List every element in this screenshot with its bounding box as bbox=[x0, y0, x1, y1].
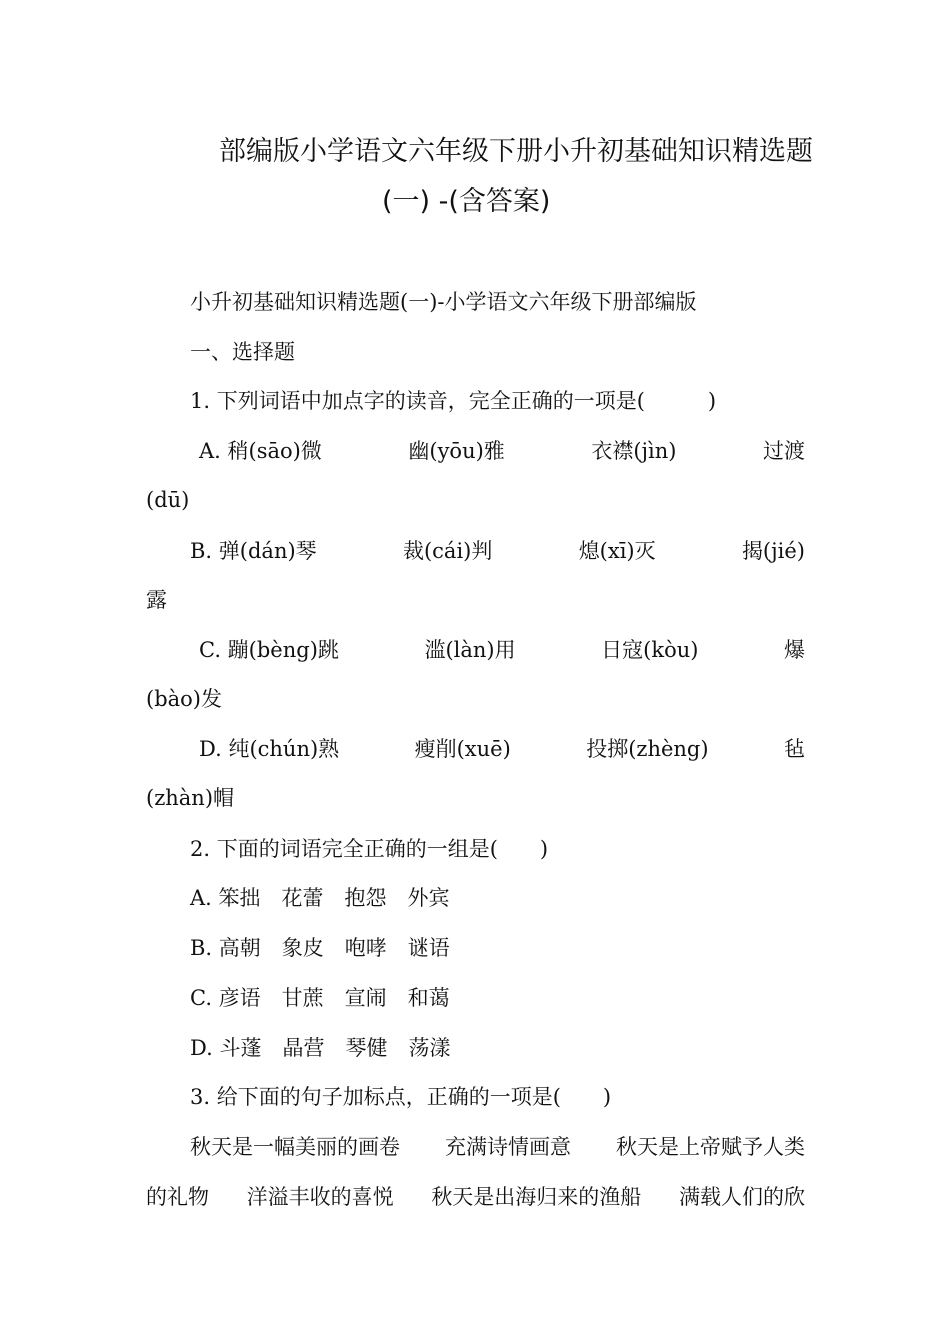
passage-segment: 秋天是上帝赋予人类 bbox=[616, 1135, 805, 1159]
option-b-item: 熄(xī)灭 bbox=[578, 539, 656, 563]
passage-segment: 秋天是一幅美丽的画卷 bbox=[190, 1135, 400, 1159]
option-b-item: 裁(cái)判 bbox=[402, 539, 493, 563]
option-c-item: 爆 bbox=[783, 638, 805, 662]
passage-segment: 的礼物 bbox=[146, 1185, 209, 1209]
question-3-stem: 3. 给下面的句子加标点，正确的一项是( ) bbox=[190, 1085, 612, 1109]
passage-segment: 满载人们的欣 bbox=[678, 1185, 805, 1209]
question-2-stem: 2. 下面的词语完全正确的一组是( ) bbox=[190, 837, 549, 861]
question-2-option-d: D. 斗蓬 晶营 琴健 荡漾 bbox=[190, 1036, 451, 1060]
question-1-stem: 1. 下列词语中加点字的读音，完全正确的一项是( ) bbox=[190, 389, 717, 413]
question-1-option-d bbox=[199, 734, 805, 764]
document-title-line-2: (一) -(含答案) bbox=[382, 186, 551, 217]
question-2-option-b: B. 高朝 象皮 咆哮 谜语 bbox=[190, 936, 450, 960]
option-d-item: 瘦削(xuē) bbox=[414, 737, 511, 761]
question-1-option-a bbox=[199, 436, 805, 466]
option-d-item: 毡 bbox=[784, 737, 805, 761]
option-d-item: 投掷(zhèng) bbox=[586, 737, 709, 761]
option-b-item: B. 弹(dán)琴 bbox=[190, 539, 317, 563]
passage-segment: 秋天是出海归来的渔船 bbox=[431, 1185, 642, 1209]
question-1-option-c bbox=[199, 635, 805, 665]
option-d-item: D. 纯(chún)熟 bbox=[199, 737, 340, 761]
option-a-item: A. 稍(sāo)微 bbox=[199, 439, 322, 463]
option-b-item: 揭(jié) bbox=[741, 539, 805, 563]
option-c-item: 滥(làn)用 bbox=[424, 638, 516, 662]
option-a-item: 过渡 bbox=[763, 439, 805, 463]
question-1-option-b-wrap: 露 bbox=[146, 588, 167, 612]
question-1-option-c-wrap: (bào)发 bbox=[146, 687, 222, 711]
section-heading-choice: 一、选择题 bbox=[190, 340, 295, 364]
document-title-line-1: 部编版小学语文六年级下册小升初基础知识精选题 bbox=[219, 136, 813, 167]
option-a-item: 幽(yōu)雅 bbox=[408, 439, 505, 463]
passage-segment: 洋溢丰收的喜悦 bbox=[246, 1185, 394, 1209]
question-1-option-d-wrap: (zhàn)帽 bbox=[146, 786, 235, 810]
option-c-item: C. 蹦(bèng)跳 bbox=[199, 638, 339, 662]
passage-segment: 充满诗情画意 bbox=[445, 1135, 571, 1159]
question-1-option-b bbox=[190, 536, 805, 566]
question-3-passage-line-1 bbox=[190, 1132, 805, 1162]
question-3-passage-line-2 bbox=[146, 1182, 805, 1212]
option-c-item: 日寇(kòu) bbox=[601, 638, 699, 662]
question-2-option-a: A. 笨拙 花蕾 抱怨 外宾 bbox=[190, 886, 450, 910]
option-a-item: 衣襟(jìn) bbox=[591, 439, 677, 463]
document-subtitle: 小升初基础知识精选题(一)-小学语文六年级下册部编版 bbox=[190, 290, 697, 314]
question-1-option-a-wrap: (dū) bbox=[146, 488, 190, 512]
question-2-option-c: C. 彦语 甘蔗 宣闹 和蔼 bbox=[190, 986, 450, 1010]
